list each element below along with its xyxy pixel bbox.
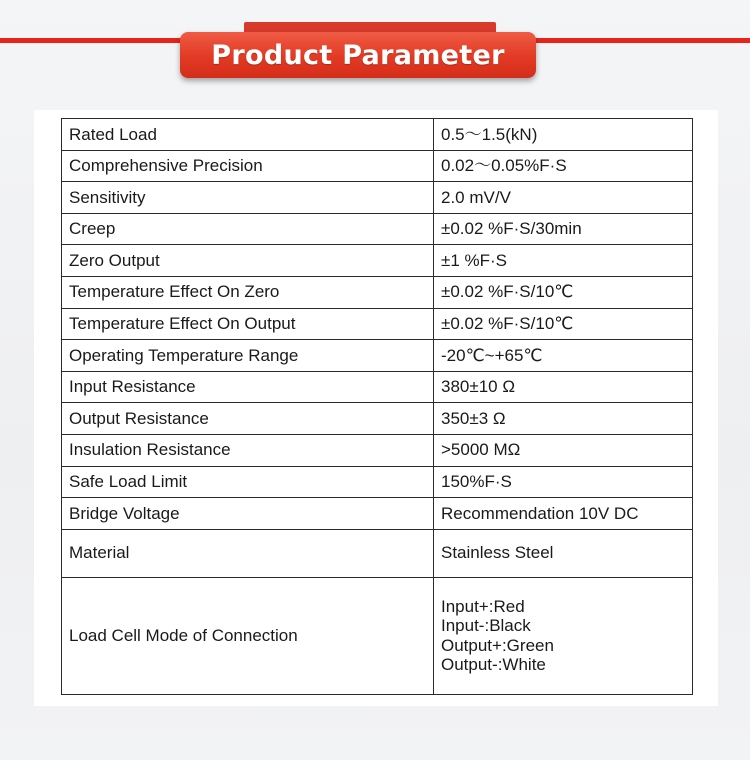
table-row bbox=[62, 213, 693, 245]
table-row bbox=[62, 245, 693, 277]
parameter-value: -20℃~+65℃ bbox=[434, 340, 693, 372]
parameter-value: >5000 MΩ bbox=[434, 434, 693, 466]
parameter-table bbox=[61, 118, 693, 695]
parameter-name: Input Resistance bbox=[62, 371, 434, 403]
parameter-name: Temperature Effect On Zero bbox=[62, 276, 434, 308]
parameter-name: Temperature Effect On Output bbox=[62, 308, 434, 340]
table-row bbox=[62, 340, 693, 372]
connection-line: Output+:Green bbox=[441, 635, 554, 655]
parameter-value: ±0.02 %F·S/10℃ bbox=[434, 308, 693, 340]
table-row bbox=[62, 276, 693, 308]
table-row bbox=[62, 182, 693, 214]
parameter-name: Operating Temperature Range bbox=[62, 340, 434, 372]
parameter-name: Sensitivity bbox=[62, 182, 434, 214]
table-row bbox=[62, 119, 693, 151]
table-row bbox=[62, 498, 693, 530]
parameter-value: 2.0 mV/V bbox=[434, 182, 693, 214]
parameter-value: ±0.02 %F·S/10℃ bbox=[434, 276, 693, 308]
parameter-value: 350±3 Ω bbox=[434, 403, 693, 435]
table-row bbox=[62, 308, 693, 340]
parameter-value: ±0.02 %F·S/30min bbox=[434, 213, 693, 245]
table-row bbox=[62, 403, 693, 435]
connection-value bbox=[434, 577, 693, 694]
connection-line: Input-:Black bbox=[441, 616, 531, 636]
parameter-name: Output Resistance bbox=[62, 403, 434, 435]
parameter-value: 0.5～1.5(kN) bbox=[434, 119, 693, 151]
connection-line: Output-:White bbox=[441, 655, 546, 675]
parameter-name: Insulation Resistance bbox=[62, 434, 434, 466]
connection-line: Input+:Red bbox=[441, 596, 525, 616]
parameter-name: Comprehensive Precision bbox=[62, 150, 434, 182]
table-row bbox=[62, 466, 693, 498]
parameter-name: Load Cell Mode of Connection bbox=[62, 577, 434, 694]
section-banner bbox=[180, 32, 536, 78]
table-row bbox=[62, 577, 693, 694]
parameter-name: Safe Load Limit bbox=[62, 466, 434, 498]
table-row bbox=[62, 150, 693, 182]
parameter-name: Rated Load bbox=[62, 119, 434, 151]
parameter-value: 150%F·S bbox=[434, 466, 693, 498]
parameter-value: 380±10 Ω bbox=[434, 371, 693, 403]
section-title: Product Parameter bbox=[211, 39, 505, 71]
parameter-value: Recommendation 10V DC bbox=[434, 498, 693, 530]
parameter-value: 0.02～0.05%F·S bbox=[434, 150, 693, 182]
table-row bbox=[62, 529, 693, 577]
parameter-name: Creep bbox=[62, 213, 434, 245]
parameter-name: Material bbox=[62, 529, 434, 577]
parameter-value: Stainless Steel bbox=[434, 529, 693, 577]
parameter-name: Zero Output bbox=[62, 245, 434, 277]
table-row bbox=[62, 371, 693, 403]
parameter-value: ±1 %F·S bbox=[434, 245, 693, 277]
table-row bbox=[62, 434, 693, 466]
parameter-name: Bridge Voltage bbox=[62, 498, 434, 530]
